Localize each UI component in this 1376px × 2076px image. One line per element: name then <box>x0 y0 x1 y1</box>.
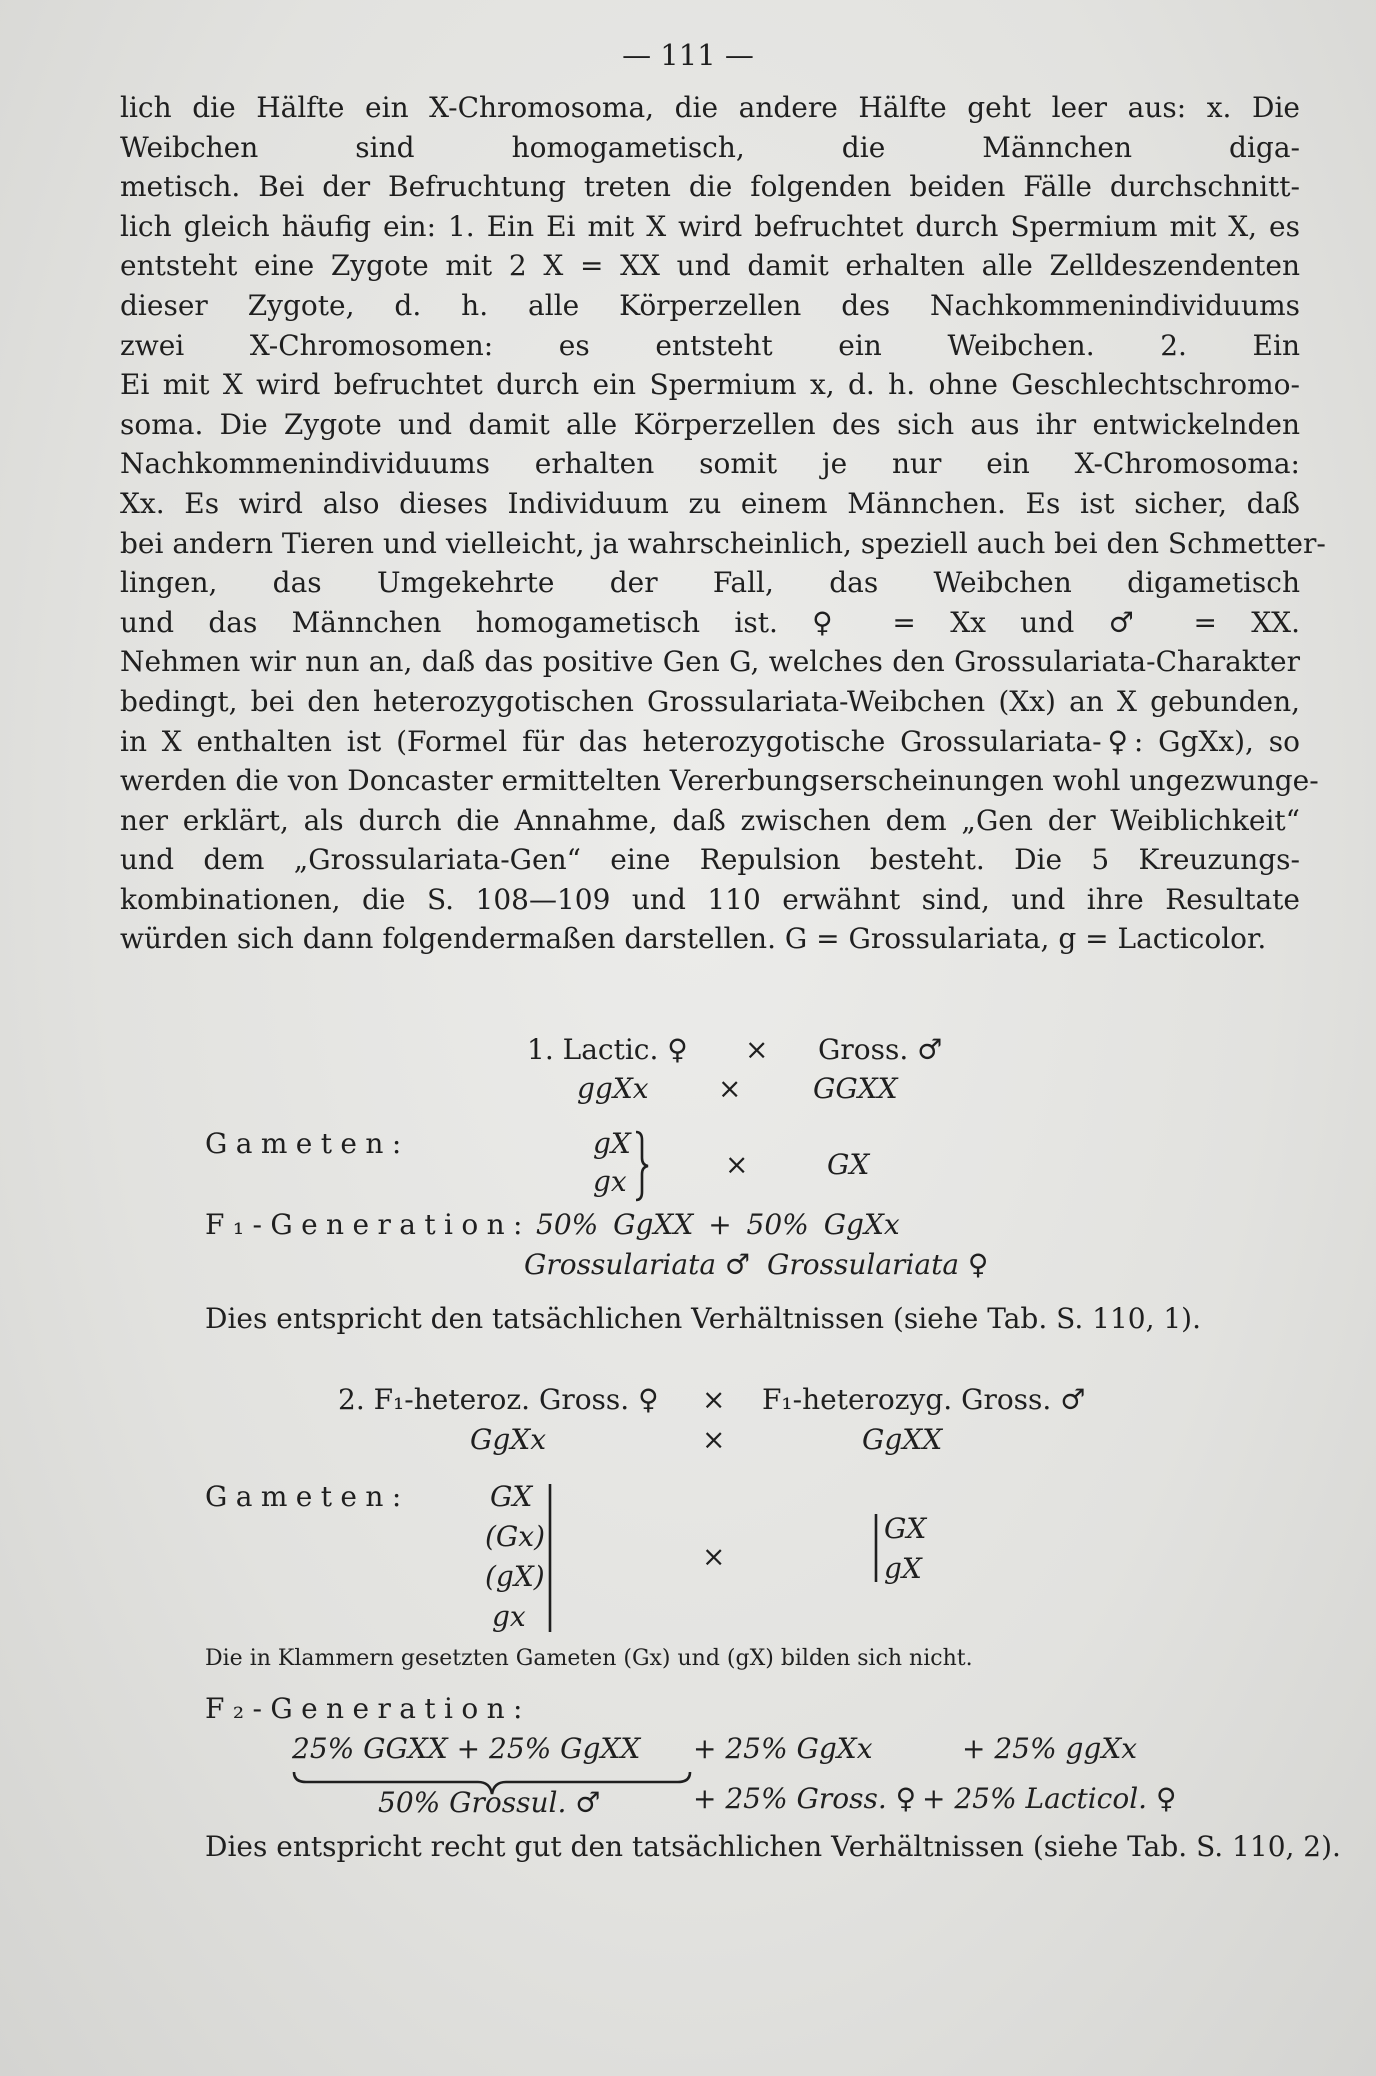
cross2-f2-term-1: 25% GGXX + 25% GgXX <box>292 1732 641 1765</box>
body-line: werden die von Doncaster ermittelten Vererbungserscheinungen wohl ungezwunge- <box>120 764 1319 798</box>
cross2-left-bracket <box>542 1482 556 1634</box>
cross1-f1-phenotype-male: Grossulariata ♂ <box>524 1248 751 1281</box>
page-number: — 111 — <box>622 38 754 72</box>
body-line: lich gleich häufig ein: 1. Ein Ei mit X wird befruchtet durch Spermium mit X, es <box>120 209 1300 243</box>
body-line: bedingt, bei den heterozygotischen Grossulariata-Weibchen (Xx) an X gebunden, <box>120 684 1300 718</box>
cross2-gamete-left-1: GX <box>490 1480 533 1513</box>
body-line: Nachkommenindividuums erhalten somit je nur ein X-Chromosoma: <box>120 447 1300 481</box>
cross2-gamete-left-4: gx <box>492 1600 526 1633</box>
cross2-f2-term-3: + 25% ggXx <box>962 1732 1138 1765</box>
body-line: metisch. Bei der Befruchtung treten die folgenden beiden Fälle durchschnitt- <box>120 170 1300 204</box>
cross2-f2-sum-3: + 25% Lacticol. ♀ <box>922 1782 1177 1815</box>
body-line: Ei mit X wird befruchtet durch ein Spermium x, d. h. ohne Geschlechtschromo- <box>120 368 1300 402</box>
cross2-header-right: F₁-heterozyg. Gross. ♂ <box>762 1383 1086 1416</box>
cross1-header-right: Gross. ♂ <box>818 1033 943 1066</box>
cross1-conclusion: Dies entspricht den tatsächlichen Verhältnissen (siehe Tab. S. 110, 1). <box>205 1302 1202 1335</box>
cross2-gamete-right-1: GX <box>884 1512 927 1545</box>
body-line: dieser Zygote, d. h. alle Körperzellen des Nachkommenindividuums <box>120 288 1300 322</box>
body-line: würden sich dann folgendermaßen darstellen. G = Grossulariata, g = Lacticolor. <box>120 922 1267 956</box>
cross1-gamete-left-2: gx <box>593 1165 627 1198</box>
body-line: und das Männchen homogametisch ist. ♀ = Xx und ♂ = XX. <box>120 605 1300 639</box>
body-line: lingen, das Umgekehrte der Fall, das Weibchen digametisch <box>120 566 1300 600</box>
body-line: und dem „Grossulariata-Gen“ eine Repulsion besteht. Die 5 Kreuzungs- <box>120 843 1300 877</box>
cross2-genotype-left: GgXx <box>470 1423 547 1456</box>
cross1-left-brace <box>632 1130 652 1202</box>
cross1-genotype-right: GGXX <box>813 1072 898 1105</box>
body-line: lich die Hälfte ein X-Chromosoma, die andere Hälfte geht leer aus: x. Die <box>120 91 1300 124</box>
cross1-f1-formula: 50% GgXX + 50% GgXx <box>536 1208 900 1241</box>
cross2-conclusion: Dies entspricht recht gut den tatsächlichen Verhältnissen (siehe Tab. S. 110, 2). <box>205 1830 1341 1863</box>
cross2-f2-sum-1: 50% Grossul. ♂ <box>378 1786 601 1819</box>
cross2-times-2: × <box>702 1423 726 1456</box>
body-line: bei andern Tieren und vielleicht, ja wahrscheinlich, speziell auch bei den Schmetter- <box>120 526 1326 560</box>
cross1-header-left: 1. Lactic. ♀ <box>527 1033 688 1066</box>
body-line: Nehmen wir nun an, daß das positive Gen G, welches den Grossulariata-Charakter <box>120 645 1300 679</box>
body-line: soma. Die Zygote und damit alle Körperzellen des sich aus ihr entwickelnden <box>120 407 1300 441</box>
cross1-gamete-right: GX <box>827 1148 870 1181</box>
cross2-gameten-label: Gameten: <box>205 1480 410 1513</box>
body-line: entsteht eine Zygote mit 2 X = XX und damit erhalten alle Zelldeszendenten <box>120 249 1300 283</box>
body-line: in X enthalten ist (Formel für das heterozygotische Grossulariata-♀: GgXx), so <box>120 724 1300 758</box>
cross2-f2-label: F₂-Generation: <box>205 1692 531 1725</box>
cross1-times: × <box>745 1033 769 1066</box>
cross2-note: Die in Klammern gesetzten Gameten (Gx) und (gX) bilden sich nicht. <box>205 1646 973 1671</box>
body-line: Xx. Es wird also dieses Individuum zu einem Männchen. Es ist sicher, daß <box>120 486 1300 520</box>
cross2-gamete-times: × <box>702 1540 726 1573</box>
cross2-genotype-right: GgXX <box>862 1423 943 1456</box>
cross2-times: × <box>702 1383 726 1416</box>
cross2-right-bracket <box>870 1512 882 1584</box>
cross2-gamete-right-2: gX <box>884 1552 922 1585</box>
body-line: ner erklärt, als durch die Annahme, daß zwischen dem „Gen der Weiblichkeit“ <box>120 803 1300 837</box>
cross1-times-2: × <box>718 1072 742 1105</box>
cross1-genotype-left: ggXx <box>577 1072 649 1105</box>
body-line: zwei X-Chromosomen: es entsteht ein Weibchen. 2. Ein <box>120 328 1300 362</box>
cross1-gamete-left-1: gX <box>593 1127 631 1160</box>
cross2-f2-term-2: + 25% GgXx <box>693 1732 873 1765</box>
body-line: Weibchen sind homogametisch, die Männchen diga- <box>120 130 1300 164</box>
cross1-f1-label: F₁-Generation: <box>205 1208 531 1241</box>
cross2-gamete-left-3: (gX) <box>485 1560 545 1593</box>
cross1-f1-phenotype-female: Grossulariata ♀ <box>767 1248 989 1281</box>
cross1-gamete-times: × <box>725 1148 749 1181</box>
cross2-header-left: 2. F₁-heteroz. Gross. ♀ <box>338 1383 659 1416</box>
body-line: kombinationen, die S. 108—109 und 110 erwähnt sind, und ihre Resultate <box>120 882 1300 916</box>
cross2-f2-sum-2: + 25% Gross. ♀ <box>693 1782 917 1815</box>
cross2-gamete-left-2: (Gx) <box>485 1520 546 1553</box>
cross1-gameten-label: Gameten: <box>205 1127 410 1160</box>
body-paragraph <box>120 88 1326 959</box>
